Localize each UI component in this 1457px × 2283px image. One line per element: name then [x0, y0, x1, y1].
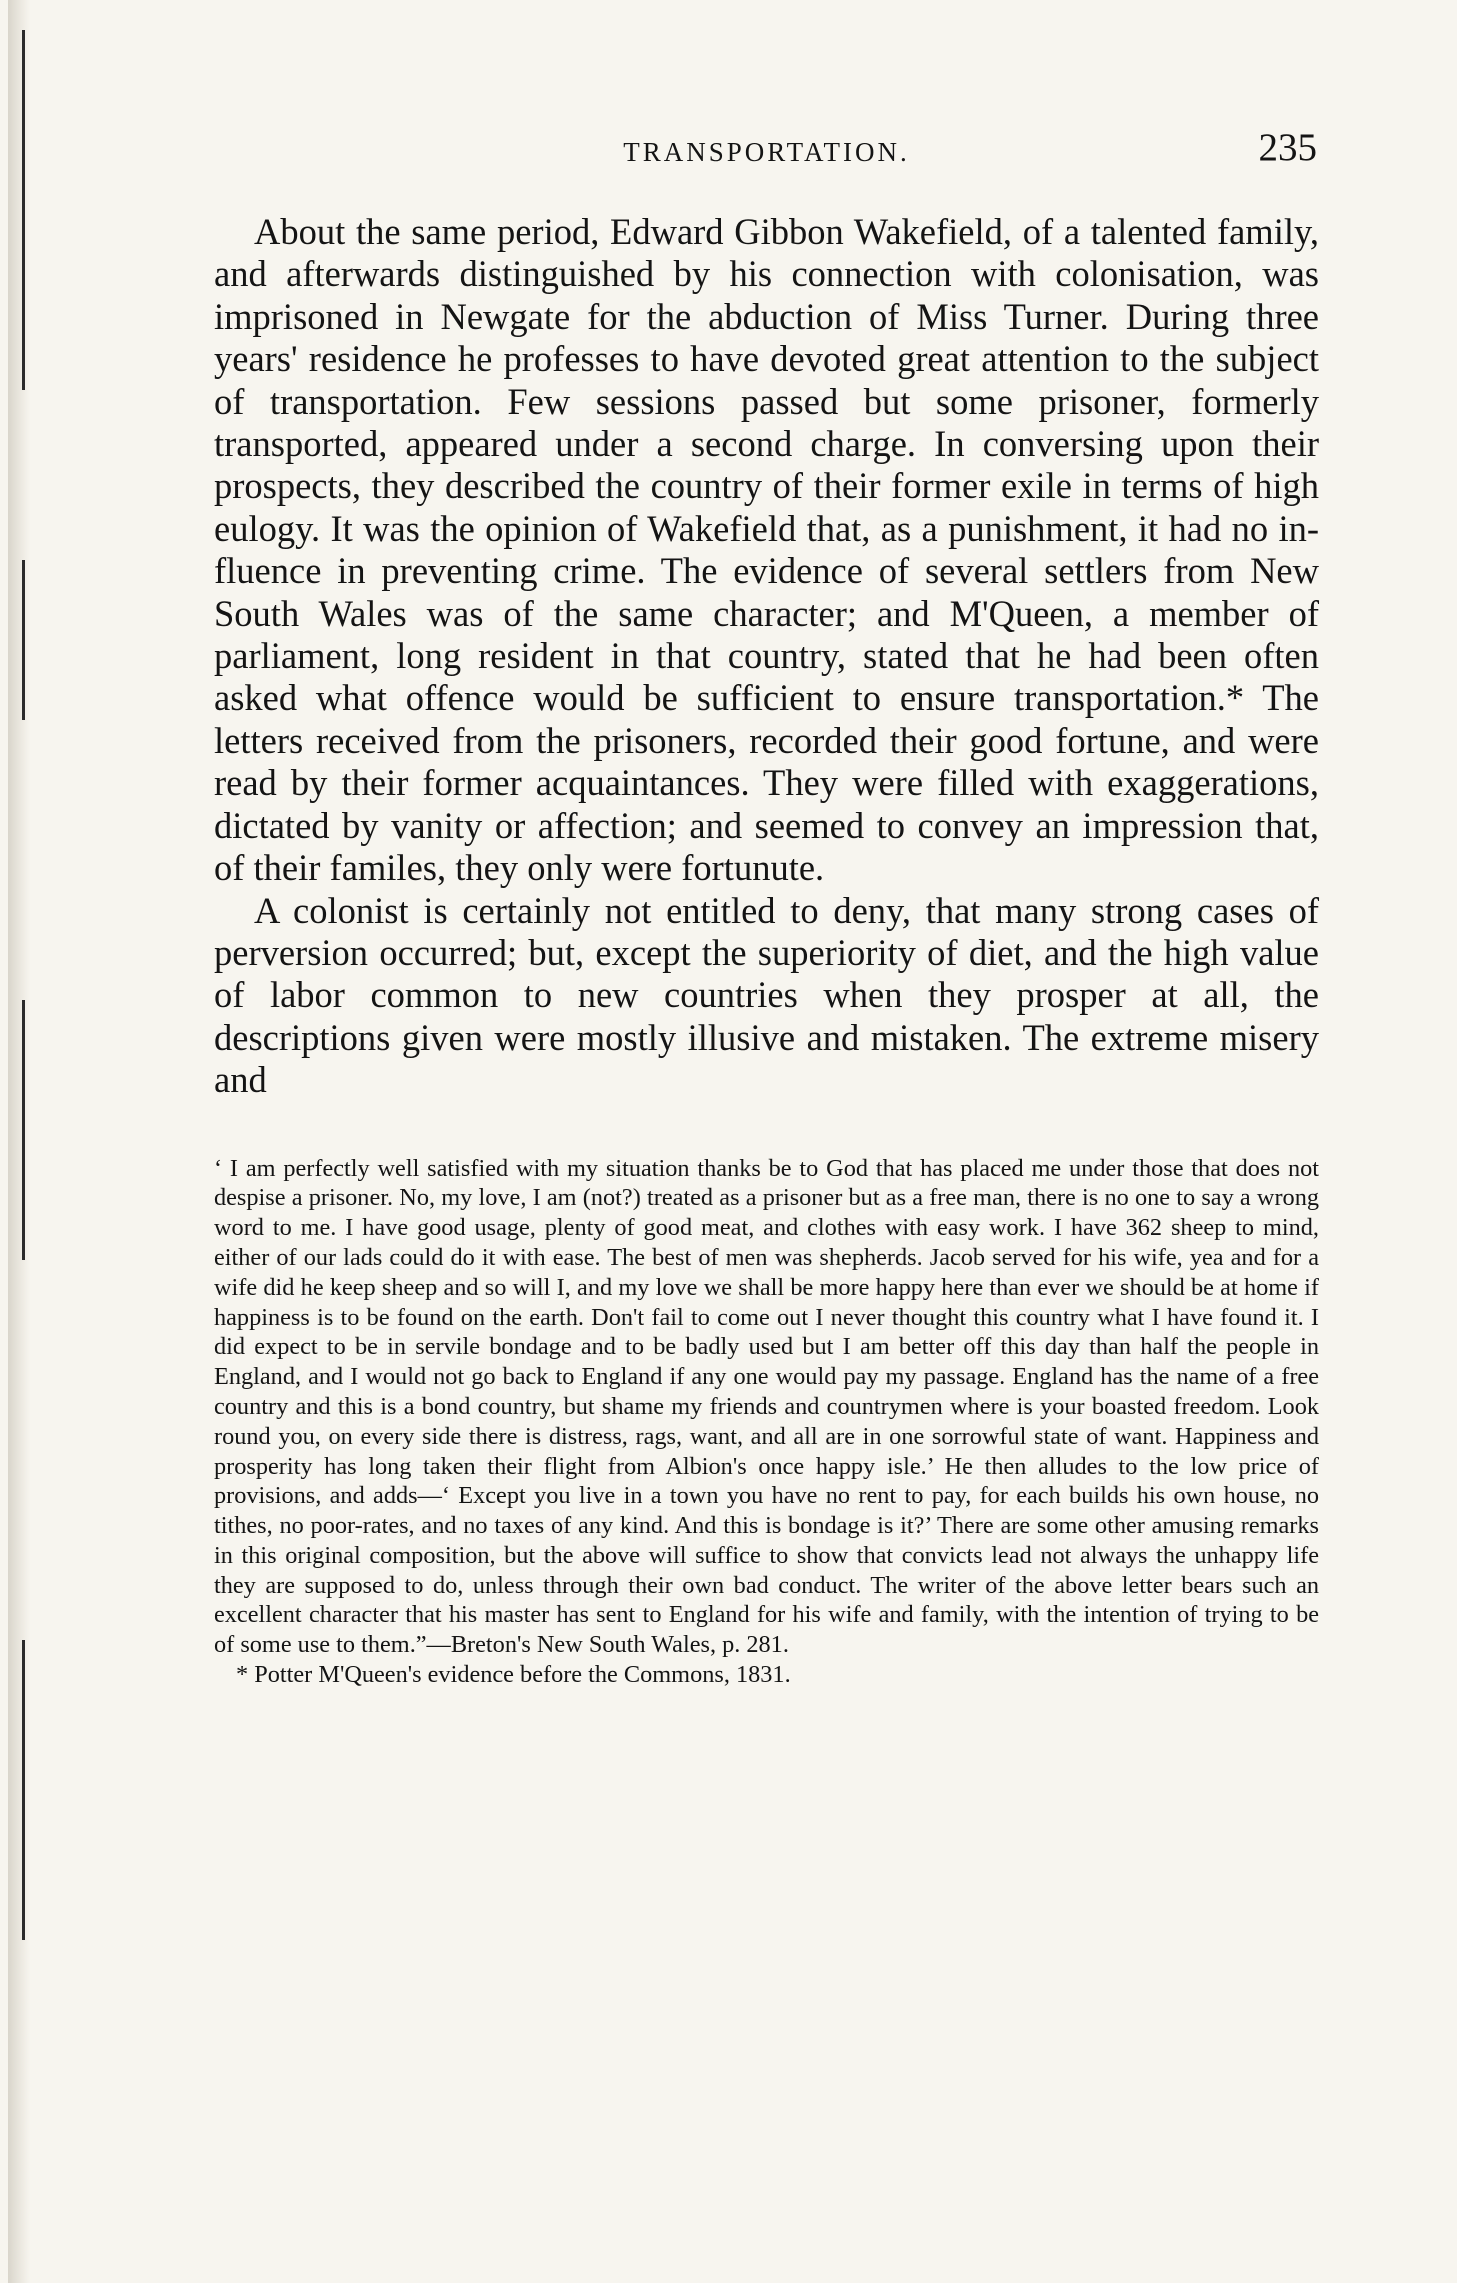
- page-gutter-shadow: [8, 0, 30, 2283]
- page-edge-line: [22, 1640, 25, 1940]
- book-page: [214, 125, 1319, 1690]
- paragraph: A colonist is certainly not entitled to deny, that many strong cases of perversion occurred; but, except the superiority of diet, and the high value of labor common to new countries when they prosper at all, the descriptions given were mostly illusive and mistaken. The extreme misery and: [214, 889, 1319, 1101]
- footnote-reference: * Potter M'Queen's evidence before the Commons, 1831.: [236, 1661, 791, 1689]
- page-number: 235: [1258, 126, 1317, 169]
- page-edge-line: [22, 1000, 25, 1260]
- page-edge-line: [22, 30, 25, 390]
- body-text: [214, 211, 1319, 1102]
- page-edge-line: [22, 560, 25, 720]
- footnotes: [214, 1154, 1319, 1690]
- paragraph: About the same period, Edward Gibbon Wakefield, of a talented family, and afterwards distinguished by his connection with colonisation, was imprisoned in Newgate for the abduction of Miss Turner. During three years' residence he professes to have devoted great attention to the subject of transportation. Few sessions passed but some prisoner, formerly transported, appeared under a second charge. In conversing upon their prospects, they described the country of their former exile in terms of high eulogy. It was the opinion of Wakefield that, as a punishment, it had no influence in preventing crime. The evidence of several settlers from New South Wales was of the same character; and M'Queen, a member of parliament, long resident in that country, stated that he had been often asked what offence would be sufficient to ensure transportation.* The letters received from the prisoners, recorded their good fortune, and were read by their former acquaintances. They were filled with exaggerations, dictated by vanity or affection; and seemed to convey an impression that, of their familes, they only were fortunute.: [214, 211, 1319, 889]
- running-title: TRANSPORTATION.: [623, 137, 910, 167]
- footnote-letter: ‘ I am perfectly well satisfied with my situation thanks be to God that has placed me under those that does not despise a prisoner. No, my love, I am (not?) treated as a prisoner but as a free man, there is no one to say a wrong word to me. I have good usage, plenty of good meat, and clothes with easy work. I have 362 sheep to mind, either of our lads could do it with ease. The best of men was shepherds. Jacob served for his wife, yea and for a wife did he keep sheep and so will I, and my love we shall be more happy here than ever we should be at home if happiness is to be found on the earth. Don't fail to come out I never thought this country what I have found it. I did expect to be in servile bondage and to be badly used but I am better off this day than half the people in England, and I would not go back to England if any one would pay my passage. England has the name of a free country and this is a bond country, but shame my friends and countrymen where is your boasted freedom. Look round you, on every side there is distress, rags, want, and all are in one sorrowful state of want. Happiness and prosperity has long taken their flight from Albion's once happy isle.’ He then alludes to the low price of provisions, and adds—‘ Except you live in a town you have no rent to pay, for each builds his own house, no tithes, no poor-rates, and no taxes of any kind. And this is bondage is it?’ There are some other amusing remarks in this original composition, but the above will suffice to show that convicts lead not always the unhappy life they are supposed to do, unless through their own bad conduct. The writer of the above letter bears such an excellent character that his master has sent to England for his wife and family, with the intention of trying to be of some use to them.”—Breton's New South Wales, p. 281.: [214, 1154, 1319, 1659]
- running-head: [214, 125, 1319, 173]
